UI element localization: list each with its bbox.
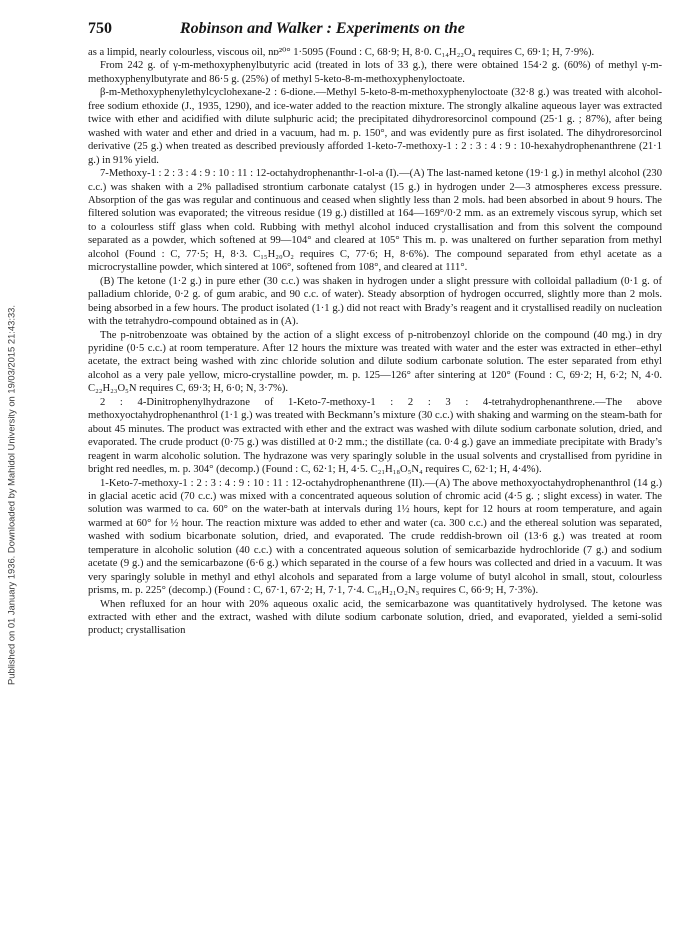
paragraph: (B) The ketone (1·2 g.) in pure ether (30 c.c.) was shaken in hydrogen under a slight pressure with colloidal palladium (0·1 g. of palladium chloride, 0·2 g. of gum arabic, and 90 c.c. of water). Steady absorption of hydrogen occurred, slightly more than 2 mols. being absorbed in a few hours. The product isolated (1·1 g.) did not react with Brady’s reagent and it crystallised readily on nucleation with the tetrahydro-compound obtained as in (A).: [88, 275, 662, 328]
download-watermark-text: Published on 01 January 1936. Downloaded by Mahidol University on 19/03/2015 21:43:33.: [5, 305, 17, 685]
paragraph: 7-Methoxy-1 : 2 : 3 : 4 : 9 : 10 : 11 : 12-octahydrophenanthr-1-ol-a (I).—(A) The last-named ketone (19·1 g.) in methyl alcohol (230 c.c.) was shaken with a 2% palladised strontium carbonate catalyst (15 g.) in hydrogen under 2—3 atmospheres excess pressure. Absorption of the gas was regular and continuous and ceased when slightly less than 2 mols. had been absorbed in about 9 hours. The filtered solution was evaporated; the vitreous residue (19 g.) distilled at 164—169°/0·2 mm. as an extremely viscous syrup, which set to a colourless stiff glass when cold. Rubbing with methyl alcohol induced crystallisation and from this solvent the compound separated as a powder, which softened at 99—104° and cleared at 105° This m. p. was unaltered on further separation from methyl alcohol (Found : C, 77·5; H, 8·3. C₁₅H₂₀O₂ requires C, 77·6; H, 8·6%). The compound separated from ethyl acetate as a microcrystalline powder, which sintered at 106°, softened from 108°, and cleared at 111°.: [88, 168, 662, 274]
paragraph: 2 : 4-Dinitrophenylhydrazone of 1-Keto-7-methoxy-1 : 2 : 3 : 4-tetrahydrophenanthrene.—The above methoxyoctahydrophenanthrol (1·1 g.) was treated with Beckmann’s mixture (30 c.c.) with shaking and warming on the steam-bath for about 45 minutes. The product was extracted with ether and the extract was washed with dilute sodium carbonate solution, dried, and evaporated. The crude product (0·75 g.) was distilled at 0·2 mm.; the distillate (ca. 0·4 g.) gave an immediate precipitate with Brady’s reagent in warm alcoholic solution. The hydrazone was very sparingly soluble in the usual solvents and crystallised from pyridine in bright red needles, m. p. 304° (decomp.) (Found : C, 62·1; H, 4·5. C₂₁H₁₈O₅N₄ requires C, 62·1; H, 4·4%).: [88, 396, 662, 476]
paragraph: From 242 g. of γ-m-methoxyphenylbutyric acid (treated in lots of 33 g.), there were obtained 154·2 g. (60%) of methyl γ-m-methoxyphenylbutyrate and 86·5 g. (25%) of methyl 5-keto-8-m-methoxyphenyloctoate.: [88, 60, 662, 85]
body-text: [88, 46, 662, 638]
paragraph: β-m-Methoxyphenylethylcyclohexane-2 : 6-dione.—Methyl 5-keto-8-m-methoxyphenyloctoate (32·8 g.) was treated with alcohol-free sodium ethoxide (J., 1935, 1290), and ice-water added to the reaction mixture. The strongly alkaline aqueous layer was extracted twice with ether and acidified with dilute sulphuric acid; the precipitated dihydroresorcinol compound (25·1 g. ; 87%), after being washed with water and ether and dried in a vacuum, had m. p. 150°, and was evidently pure as first isolated. The dihydroresorcinol derivative (25 g.) when treated as described previously afforded 1-keto-7-methoxy-1 : 2 : 3 : 4 : 9 : 10-hexahydrophenanthrene (21·1 g.) in 91% yield.: [88, 87, 662, 166]
page-number: 750: [88, 20, 112, 37]
paragraph: 1-Keto-7-methoxy-1 : 2 : 3 : 4 : 9 : 10 : 11 : 12-octahydrophenanthrene (II).—(A) The above methoxyoctahydrophenanthrol (14 g.) in glacial acetic acid (70 c.c.) was mixed with a concentrated aqueous solution of chromic acid (4·5 g. ; slight excess) in water. The solution was warmed to ca. 60° on the water-bath at intervals during 1½ hours, kept for 12 hours at room temperature, and again warmed at 60° for ½ hour. The reaction mixture was added to ether and water (ca. 300 c.c.) and the ethereal solution was separated, washed with sodium bicarbonate solution, dried, and evaporated. The crude reddish-brown oil (13·6 g.) was treated at room temperature in alcoholic solution (40 c.c.) with a concentrated aqueous solution of semicarbazide hydrochloride (7 g.) and sodium acetate (9 g.) and the semicarbazone (6·6 g.) which separated in the course of a few hours was collected and dried in a vacuum. It was very sparingly soluble in methyl and ethyl alcohols and separated from a large volume of butyl alcohol in small, stout, colourless prisms, m. p. 225° (decomp.) (Found : C, 67·1, 67·2; H, 7·1, 7·4. C₁₆H₂₁O₂N₃ requires C, 66·9; H, 7·3%).: [88, 477, 662, 597]
paragraph: as a limpid, nearly colourless, viscous oil, nᴅ²⁰° 1·5095 (Found : C, 68·9; H, 8·0. C₁₄H₂₂O₄ requires C, 69·1; H, 7·9%).: [88, 47, 595, 58]
paragraph: The p-nitrobenzoate was obtained by the action of a slight excess of p-nitrobenzoyl chloride on the compound (40 mg.) in dry pyridine (0·5 c.c.) at room temperature. After 12 hours the mixture was treated with water and the ester was extracted in ether–ethyl acetate, the extract being washed with zinc chloride solution and dilute sodium carbonate solution. The ester separated from ethyl alcohol as a very pale yellow, micro-crystalline powder, m. p. 125—126° after sintering at 120° (Found : C, 69·2; H, 6·2; N, 4·0. C₂₂H₂₃O₅N requires C, 69·3; H, 6·0; N, 3·7%).: [88, 329, 662, 395]
download-watermark: [4, 150, 18, 840]
running-title: Robinson and Walker : Experiments on the: [180, 20, 465, 37]
page-header: [88, 20, 662, 44]
paragraph: When refluxed for an hour with 20% aqueous oxalic acid, the semicarbazone was quantitatively hydrolysed. The ketone was extracted with ether and the extract, washed with dilute sodium carbonate solution, dried, and evaporated, yielded a semi-solid product; crystallisation: [88, 598, 662, 637]
